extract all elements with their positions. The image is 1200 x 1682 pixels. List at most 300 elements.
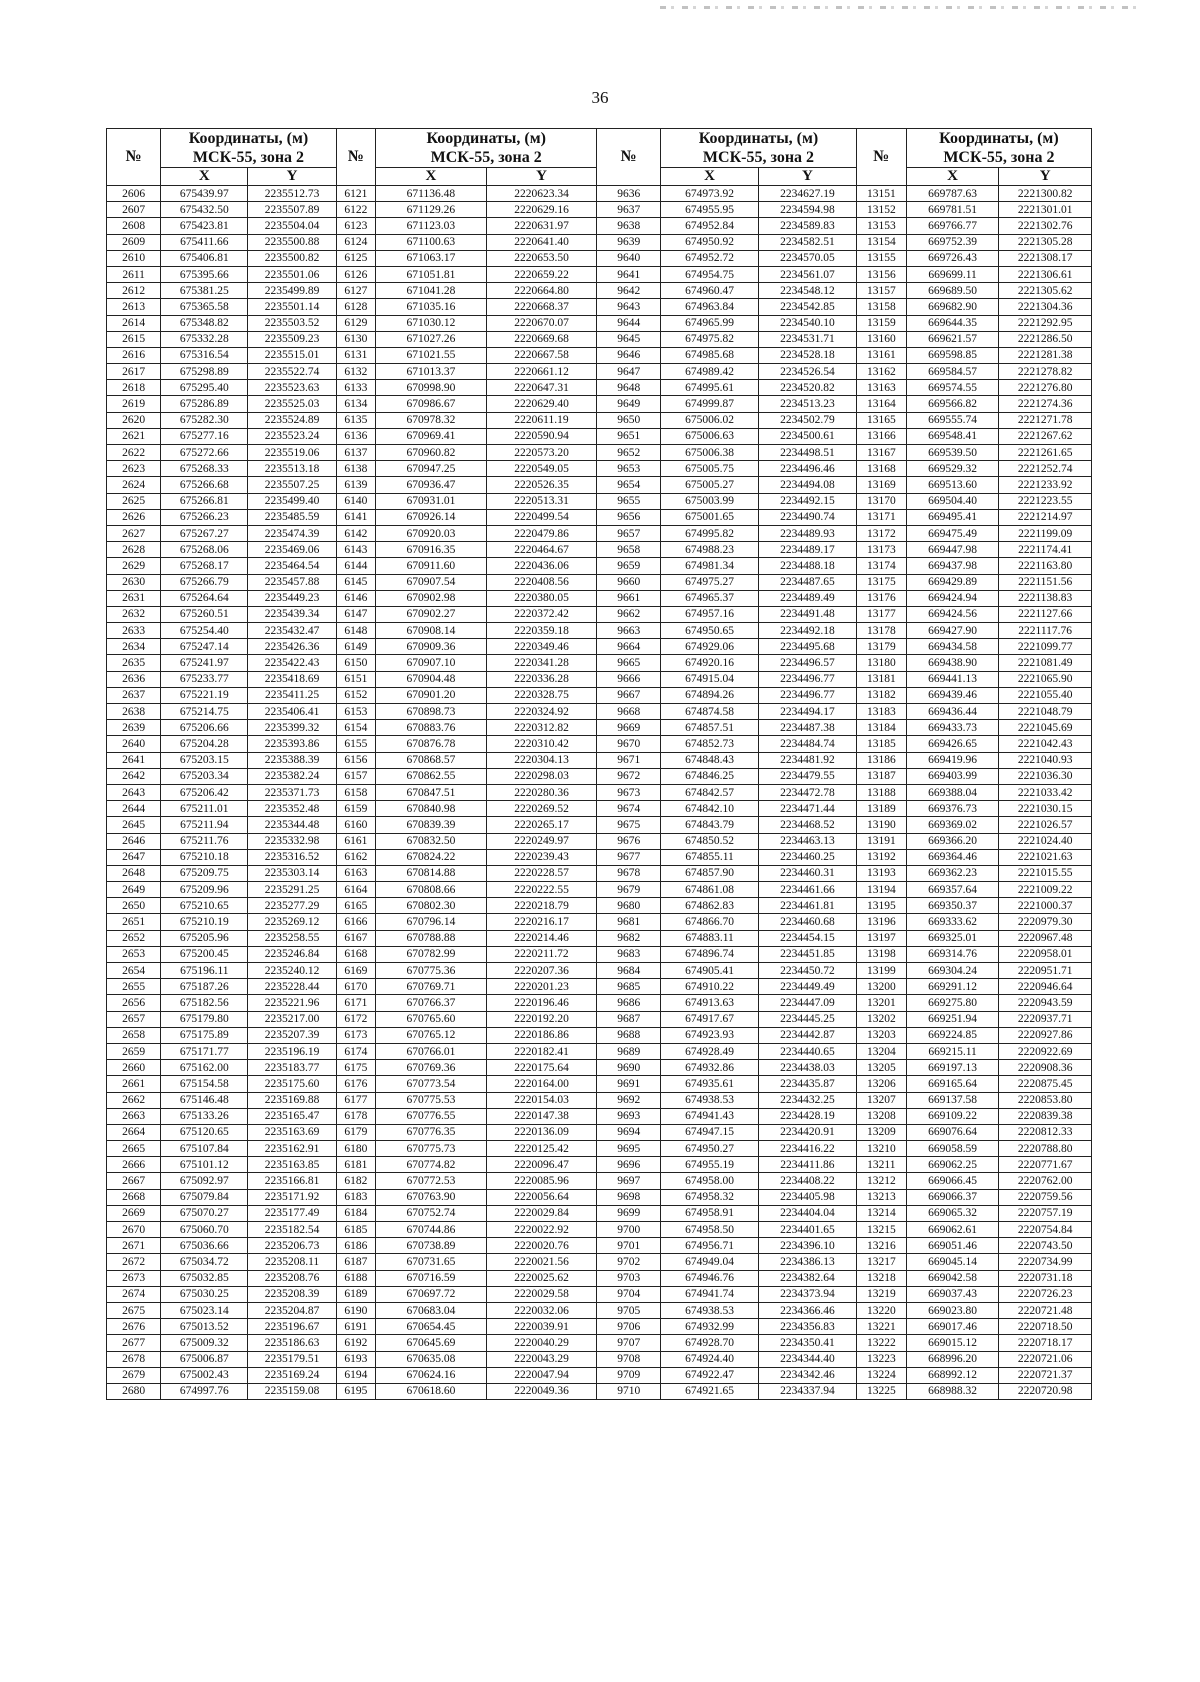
coord-y: 2235464.54 <box>248 558 336 574</box>
coord-y: 2220096.47 <box>486 1157 597 1173</box>
point-number: 2640 <box>107 736 161 752</box>
point-number: 13224 <box>856 1367 906 1383</box>
coord-x: 675210.65 <box>161 898 248 914</box>
coord-x: 674995.82 <box>661 525 759 541</box>
coord-y: 2221138.83 <box>999 590 1092 606</box>
point-number: 2676 <box>107 1319 161 1335</box>
point-number: 9704 <box>597 1286 661 1302</box>
coord-y: 2221292.95 <box>999 315 1092 331</box>
coord-x: 670947.25 <box>376 461 487 477</box>
point-number: 2641 <box>107 752 161 768</box>
table-row <box>107 995 1092 1011</box>
coords-system: МСК-55, зона 2 <box>192 149 305 166</box>
table-row <box>107 655 1092 671</box>
coord-x: 675268.17 <box>161 558 248 574</box>
coord-y: 2235316.52 <box>248 849 336 865</box>
table-row <box>107 380 1092 396</box>
coord-y: 2220085.96 <box>486 1173 597 1189</box>
table-row <box>107 898 1092 914</box>
coord-y: 2220549.05 <box>486 461 597 477</box>
coord-y: 2221199.09 <box>999 525 1092 541</box>
point-number: 9643 <box>597 299 661 315</box>
coord-x: 674949.04 <box>661 1254 759 1270</box>
coord-y: 2234542.85 <box>758 299 856 315</box>
point-number: 2646 <box>107 833 161 849</box>
point-number: 2613 <box>107 299 161 315</box>
coord-x: 670769.71 <box>376 979 487 995</box>
point-number: 2643 <box>107 784 161 800</box>
point-number: 13166 <box>856 428 906 444</box>
coord-y: 2220269.52 <box>486 801 597 817</box>
point-number: 13190 <box>856 817 906 833</box>
coord-x: 669333.62 <box>906 914 999 930</box>
coord-y: 2220464.67 <box>486 542 597 558</box>
coord-x: 670839.39 <box>376 817 487 833</box>
coord-x: 674973.92 <box>661 186 759 202</box>
point-number: 13183 <box>856 704 906 720</box>
point-number: 9691 <box>597 1076 661 1092</box>
coord-x: 669429.89 <box>906 574 999 590</box>
coord-y: 2235175.60 <box>248 1076 336 1092</box>
table-row <box>107 1238 1092 1254</box>
coord-x: 675101.12 <box>161 1157 248 1173</box>
point-number: 13223 <box>856 1351 906 1367</box>
point-number: 6132 <box>336 364 375 380</box>
point-number: 9683 <box>597 946 661 962</box>
point-number: 2627 <box>107 525 161 541</box>
coord-y: 2234561.07 <box>758 266 856 282</box>
coord-x: 671100.63 <box>376 234 487 250</box>
point-number: 9669 <box>597 720 661 736</box>
coord-y: 2221214.97 <box>999 509 1092 525</box>
coord-x: 674917.67 <box>661 1011 759 1027</box>
coord-x: 669362.23 <box>906 865 999 881</box>
coord-y: 2220021.56 <box>486 1254 597 1270</box>
table-row <box>107 1027 1092 1043</box>
coord-x: 668992.12 <box>906 1367 999 1383</box>
coord-y: 2220328.75 <box>486 687 597 703</box>
point-number: 9679 <box>597 882 661 898</box>
table-row <box>107 720 1092 736</box>
coord-y: 2220336.28 <box>486 671 597 687</box>
coord-y: 2221127.66 <box>999 606 1092 622</box>
coord-y: 2235352.48 <box>248 801 336 817</box>
point-number: 2673 <box>107 1270 161 1286</box>
coord-x: 669539.50 <box>906 445 999 461</box>
point-number: 9686 <box>597 995 661 1011</box>
coord-y: 2234490.74 <box>758 509 856 525</box>
coord-x: 670769.36 <box>376 1060 487 1076</box>
coord-x: 670731.65 <box>376 1254 487 1270</box>
point-number: 6170 <box>336 979 375 995</box>
coord-x: 670635.08 <box>376 1351 487 1367</box>
point-number: 9705 <box>597 1302 661 1318</box>
coord-y: 2235332.98 <box>248 833 336 849</box>
coord-y: 2221021.63 <box>999 849 1092 865</box>
coord-x: 670978.32 <box>376 412 487 428</box>
coord-x: 669165.64 <box>906 1076 999 1092</box>
coord-y: 2234492.18 <box>758 623 856 639</box>
point-number: 6131 <box>336 347 375 363</box>
coord-y: 2220641.40 <box>486 234 597 250</box>
coords-system: МСК-55, зона 2 <box>943 149 1055 166</box>
point-number: 9666 <box>597 671 661 687</box>
point-number: 9668 <box>597 704 661 720</box>
table-row <box>107 331 1092 347</box>
coord-x: 674952.84 <box>661 218 759 234</box>
coord-y: 2235208.39 <box>248 1286 336 1302</box>
coord-y: 2221308.17 <box>999 250 1092 266</box>
point-number: 13152 <box>856 202 906 218</box>
point-number: 13196 <box>856 914 906 930</box>
table-row <box>107 283 1092 299</box>
coord-y: 2234489.93 <box>758 525 856 541</box>
point-number: 13222 <box>856 1335 906 1351</box>
table-row <box>107 1076 1092 1092</box>
coord-x: 670752.74 <box>376 1205 487 1221</box>
point-number: 2664 <box>107 1124 161 1140</box>
coords-title: Координаты, (м) <box>426 130 546 147</box>
table-row <box>107 979 1092 995</box>
coord-y: 2221151.56 <box>999 574 1092 590</box>
point-number: 13155 <box>856 250 906 266</box>
coord-x: 675171.77 <box>161 1043 248 1059</box>
coord-y: 2220222.55 <box>486 882 597 898</box>
point-number: 2623 <box>107 461 161 477</box>
point-number: 9709 <box>597 1367 661 1383</box>
coord-y: 2221030.15 <box>999 801 1092 817</box>
point-number: 9692 <box>597 1092 661 1108</box>
point-number: 9687 <box>597 1011 661 1027</box>
coord-y: 2235217.00 <box>248 1011 336 1027</box>
coord-x: 675211.76 <box>161 833 248 849</box>
coord-y: 2220653.50 <box>486 250 597 266</box>
point-number: 6129 <box>336 315 375 331</box>
coord-y: 2220408.56 <box>486 574 597 590</box>
coord-y: 2220125.42 <box>486 1141 597 1157</box>
coord-y: 2220875.45 <box>999 1076 1092 1092</box>
table-row <box>107 623 1092 639</box>
point-number: 2670 <box>107 1222 161 1238</box>
coord-x: 675006.38 <box>661 445 759 461</box>
coord-x: 669224.85 <box>906 1027 999 1043</box>
coord-y: 2220056.64 <box>486 1189 597 1205</box>
coord-y: 2234460.31 <box>758 865 856 881</box>
point-number: 9649 <box>597 396 661 412</box>
column-header-coords <box>906 129 1091 168</box>
coord-y: 2234373.94 <box>758 1286 856 1302</box>
coord-x: 670902.27 <box>376 606 487 622</box>
table-row <box>107 1108 1092 1124</box>
coord-y: 2221276.80 <box>999 380 1092 396</box>
coord-x: 670868.57 <box>376 752 487 768</box>
point-number: 2657 <box>107 1011 161 1027</box>
coord-x: 669434.58 <box>906 639 999 655</box>
point-number: 9647 <box>597 364 661 380</box>
point-number: 2639 <box>107 720 161 736</box>
coord-x: 669197.13 <box>906 1060 999 1076</box>
table-row <box>107 1092 1092 1108</box>
point-number: 13215 <box>856 1222 906 1238</box>
coord-y: 2235522.74 <box>248 364 336 380</box>
coord-x: 670738.89 <box>376 1238 487 1254</box>
coord-y: 2220590.94 <box>486 428 597 444</box>
coord-x: 670773.54 <box>376 1076 487 1092</box>
coord-x: 670788.88 <box>376 930 487 946</box>
coord-x: 671136.48 <box>376 186 487 202</box>
point-number: 2672 <box>107 1254 161 1270</box>
point-number: 2679 <box>107 1367 161 1383</box>
point-number: 6176 <box>336 1076 375 1092</box>
point-number: 2609 <box>107 234 161 250</box>
coord-x: 670998.90 <box>376 380 487 396</box>
point-number: 6159 <box>336 801 375 817</box>
point-number: 2634 <box>107 639 161 655</box>
point-number: 2620 <box>107 412 161 428</box>
coord-x: 670832.50 <box>376 833 487 849</box>
coord-y: 2220513.31 <box>486 493 597 509</box>
coord-y: 2235499.40 <box>248 493 336 509</box>
coord-x: 669621.57 <box>906 331 999 347</box>
point-number: 13159 <box>856 315 906 331</box>
coord-x: 675006.63 <box>661 428 759 444</box>
coord-y: 2235512.73 <box>248 186 336 202</box>
coord-x: 670744.86 <box>376 1222 487 1238</box>
point-number: 2649 <box>107 882 161 898</box>
table-row <box>107 752 1092 768</box>
coord-x: 670847.51 <box>376 784 487 800</box>
coord-x: 669566.82 <box>906 396 999 412</box>
point-number: 2677 <box>107 1335 161 1351</box>
table-row <box>107 1270 1092 1286</box>
coord-y: 2220967.48 <box>999 930 1092 946</box>
coord-x: 669726.43 <box>906 250 999 266</box>
point-number: 9700 <box>597 1222 661 1238</box>
point-number: 9693 <box>597 1108 661 1124</box>
coord-x: 669314.76 <box>906 946 999 962</box>
table-row <box>107 461 1092 477</box>
coord-y: 2234540.10 <box>758 315 856 331</box>
coord-x: 675107.84 <box>161 1141 248 1157</box>
column-header-x: X <box>906 168 999 186</box>
point-number: 6130 <box>336 331 375 347</box>
coord-x: 669427.90 <box>906 623 999 639</box>
point-number: 13211 <box>856 1157 906 1173</box>
point-number: 2606 <box>107 186 161 202</box>
coord-y: 2235474.39 <box>248 525 336 541</box>
coord-x: 675187.26 <box>161 979 248 995</box>
coord-y: 2221026.57 <box>999 817 1092 833</box>
point-number: 2625 <box>107 493 161 509</box>
point-number: 13164 <box>856 396 906 412</box>
coord-x: 669058.59 <box>906 1141 999 1157</box>
coord-y: 2234531.71 <box>758 331 856 347</box>
table-row <box>107 266 1092 282</box>
coord-y: 2220372.42 <box>486 606 597 622</box>
coord-x: 669369.02 <box>906 817 999 833</box>
coord-x: 671013.37 <box>376 364 487 380</box>
coord-x: 668988.32 <box>906 1383 999 1399</box>
point-number: 13173 <box>856 542 906 558</box>
coord-x: 675009.32 <box>161 1335 248 1351</box>
point-number: 13199 <box>856 963 906 979</box>
coord-x: 675381.25 <box>161 283 248 299</box>
coord-x: 669062.61 <box>906 1222 999 1238</box>
coord-x: 670802.30 <box>376 898 487 914</box>
point-number: 6143 <box>336 542 375 558</box>
coord-y: 2235171.92 <box>248 1189 336 1205</box>
coord-x: 670697.72 <box>376 1286 487 1302</box>
coord-y: 2221024.40 <box>999 833 1092 849</box>
point-number: 2648 <box>107 865 161 881</box>
coord-x: 671123.03 <box>376 218 487 234</box>
coord-y: 2221099.77 <box>999 639 1092 655</box>
coord-y: 2220196.46 <box>486 995 597 1011</box>
coord-y: 2235291.25 <box>248 882 336 898</box>
coord-y: 2221305.62 <box>999 283 1092 299</box>
coord-y: 2221042.43 <box>999 736 1092 752</box>
point-number: 6149 <box>336 639 375 655</box>
coord-y: 2234479.55 <box>758 768 856 784</box>
point-number: 2675 <box>107 1302 161 1318</box>
coord-y: 2234489.49 <box>758 590 856 606</box>
coord-x: 670766.01 <box>376 1043 487 1059</box>
coord-y: 2221304.36 <box>999 299 1092 315</box>
point-number: 9694 <box>597 1124 661 1140</box>
coord-y: 2220218.79 <box>486 898 597 914</box>
coord-x: 674965.99 <box>661 315 759 331</box>
point-number: 6160 <box>336 817 375 833</box>
coord-x: 670775.36 <box>376 963 487 979</box>
coord-x: 669304.24 <box>906 963 999 979</box>
point-number: 13151 <box>856 186 906 202</box>
coord-x: 671035.16 <box>376 299 487 315</box>
coord-y: 2220573.20 <box>486 445 597 461</box>
coord-y: 2234438.03 <box>758 1060 856 1076</box>
coord-y: 2220047.94 <box>486 1367 597 1383</box>
point-number: 2663 <box>107 1108 161 1124</box>
coord-x: 669403.99 <box>906 768 999 784</box>
coord-y: 2235207.39 <box>248 1027 336 1043</box>
point-number: 9677 <box>597 849 661 865</box>
coord-y: 2221271.78 <box>999 412 1092 428</box>
coord-y: 2234487.65 <box>758 574 856 590</box>
table-row <box>107 914 1092 930</box>
point-number: 9665 <box>597 655 661 671</box>
coord-x: 669584.57 <box>906 364 999 380</box>
point-number: 2662 <box>107 1092 161 1108</box>
point-number: 6184 <box>336 1205 375 1221</box>
coord-y: 2235169.88 <box>248 1092 336 1108</box>
coord-y: 2235162.91 <box>248 1141 336 1157</box>
coord-y: 2221223.55 <box>999 493 1092 509</box>
coord-x: 669364.46 <box>906 849 999 865</box>
coords-title: Координаты, (м) <box>698 130 819 147</box>
coord-x: 670904.48 <box>376 671 487 687</box>
point-number: 2637 <box>107 687 161 703</box>
table-row <box>107 801 1092 817</box>
coord-y: 2220812.33 <box>999 1124 1092 1140</box>
coord-y: 2220853.80 <box>999 1092 1092 1108</box>
coord-y: 2220718.17 <box>999 1335 1092 1351</box>
coord-y: 2220175.64 <box>486 1060 597 1076</box>
point-number: 13206 <box>856 1076 906 1092</box>
coord-y: 2220341.28 <box>486 655 597 671</box>
table-row <box>107 1319 1092 1335</box>
coord-x: 675206.42 <box>161 784 248 800</box>
coord-x: 669251.94 <box>906 1011 999 1027</box>
coord-y: 2220718.50 <box>999 1319 1092 1335</box>
coord-x: 675001.65 <box>661 509 759 525</box>
coord-y: 2221267.62 <box>999 428 1092 444</box>
point-number: 6158 <box>336 784 375 800</box>
coord-y: 2234491.48 <box>758 606 856 622</box>
coord-y: 2234627.19 <box>758 186 856 202</box>
coord-x: 670931.01 <box>376 493 487 509</box>
point-number: 9663 <box>597 623 661 639</box>
coord-y: 2235515.01 <box>248 347 336 363</box>
coord-y: 2234408.22 <box>758 1173 856 1189</box>
coord-y: 2220946.64 <box>999 979 1092 995</box>
coord-x: 669699.11 <box>906 266 999 282</box>
point-number: 6126 <box>336 266 375 282</box>
coord-y: 2235208.11 <box>248 1254 336 1270</box>
point-number: 9651 <box>597 428 661 444</box>
point-number: 9639 <box>597 234 661 250</box>
coord-x: 670765.60 <box>376 1011 487 1027</box>
point-number: 2661 <box>107 1076 161 1092</box>
coord-y: 2235179.51 <box>248 1351 336 1367</box>
coord-x: 669419.96 <box>906 752 999 768</box>
coord-y: 2234411.86 <box>758 1157 856 1173</box>
coord-y: 2234500.61 <box>758 428 856 444</box>
coord-x: 675209.96 <box>161 882 248 898</box>
coord-y: 2221065.90 <box>999 671 1092 687</box>
coord-y: 2220359.18 <box>486 623 597 639</box>
point-number: 6173 <box>336 1027 375 1043</box>
coord-y: 2234445.25 <box>758 1011 856 1027</box>
coord-x: 674975.27 <box>661 574 759 590</box>
point-number: 2645 <box>107 817 161 833</box>
point-number: 6192 <box>336 1335 375 1351</box>
point-number: 13171 <box>856 509 906 525</box>
column-header-y: Y <box>248 168 336 186</box>
point-number: 2652 <box>107 930 161 946</box>
coord-y: 2221302.76 <box>999 218 1092 234</box>
coord-y: 2234461.81 <box>758 898 856 914</box>
coord-y: 2234496.77 <box>758 671 856 687</box>
coord-x: 675277.16 <box>161 428 248 444</box>
point-number: 9701 <box>597 1238 661 1254</box>
coord-x: 675316.54 <box>161 347 248 363</box>
point-number: 9676 <box>597 833 661 849</box>
point-number: 6165 <box>336 898 375 914</box>
coord-x: 674947.15 <box>661 1124 759 1140</box>
point-number: 9670 <box>597 736 661 752</box>
coord-y: 2234416.22 <box>758 1141 856 1157</box>
coord-y: 2235523.63 <box>248 380 336 396</box>
coord-y: 2220479.86 <box>486 525 597 541</box>
point-number: 9640 <box>597 250 661 266</box>
point-number: 9706 <box>597 1319 661 1335</box>
coord-y: 2220324.92 <box>486 704 597 720</box>
point-number: 2629 <box>107 558 161 574</box>
coord-y: 2220720.98 <box>999 1383 1092 1399</box>
coord-x: 669682.90 <box>906 299 999 315</box>
point-number: 6157 <box>336 768 375 784</box>
point-number: 9674 <box>597 801 661 817</box>
coord-x: 669439.46 <box>906 687 999 703</box>
